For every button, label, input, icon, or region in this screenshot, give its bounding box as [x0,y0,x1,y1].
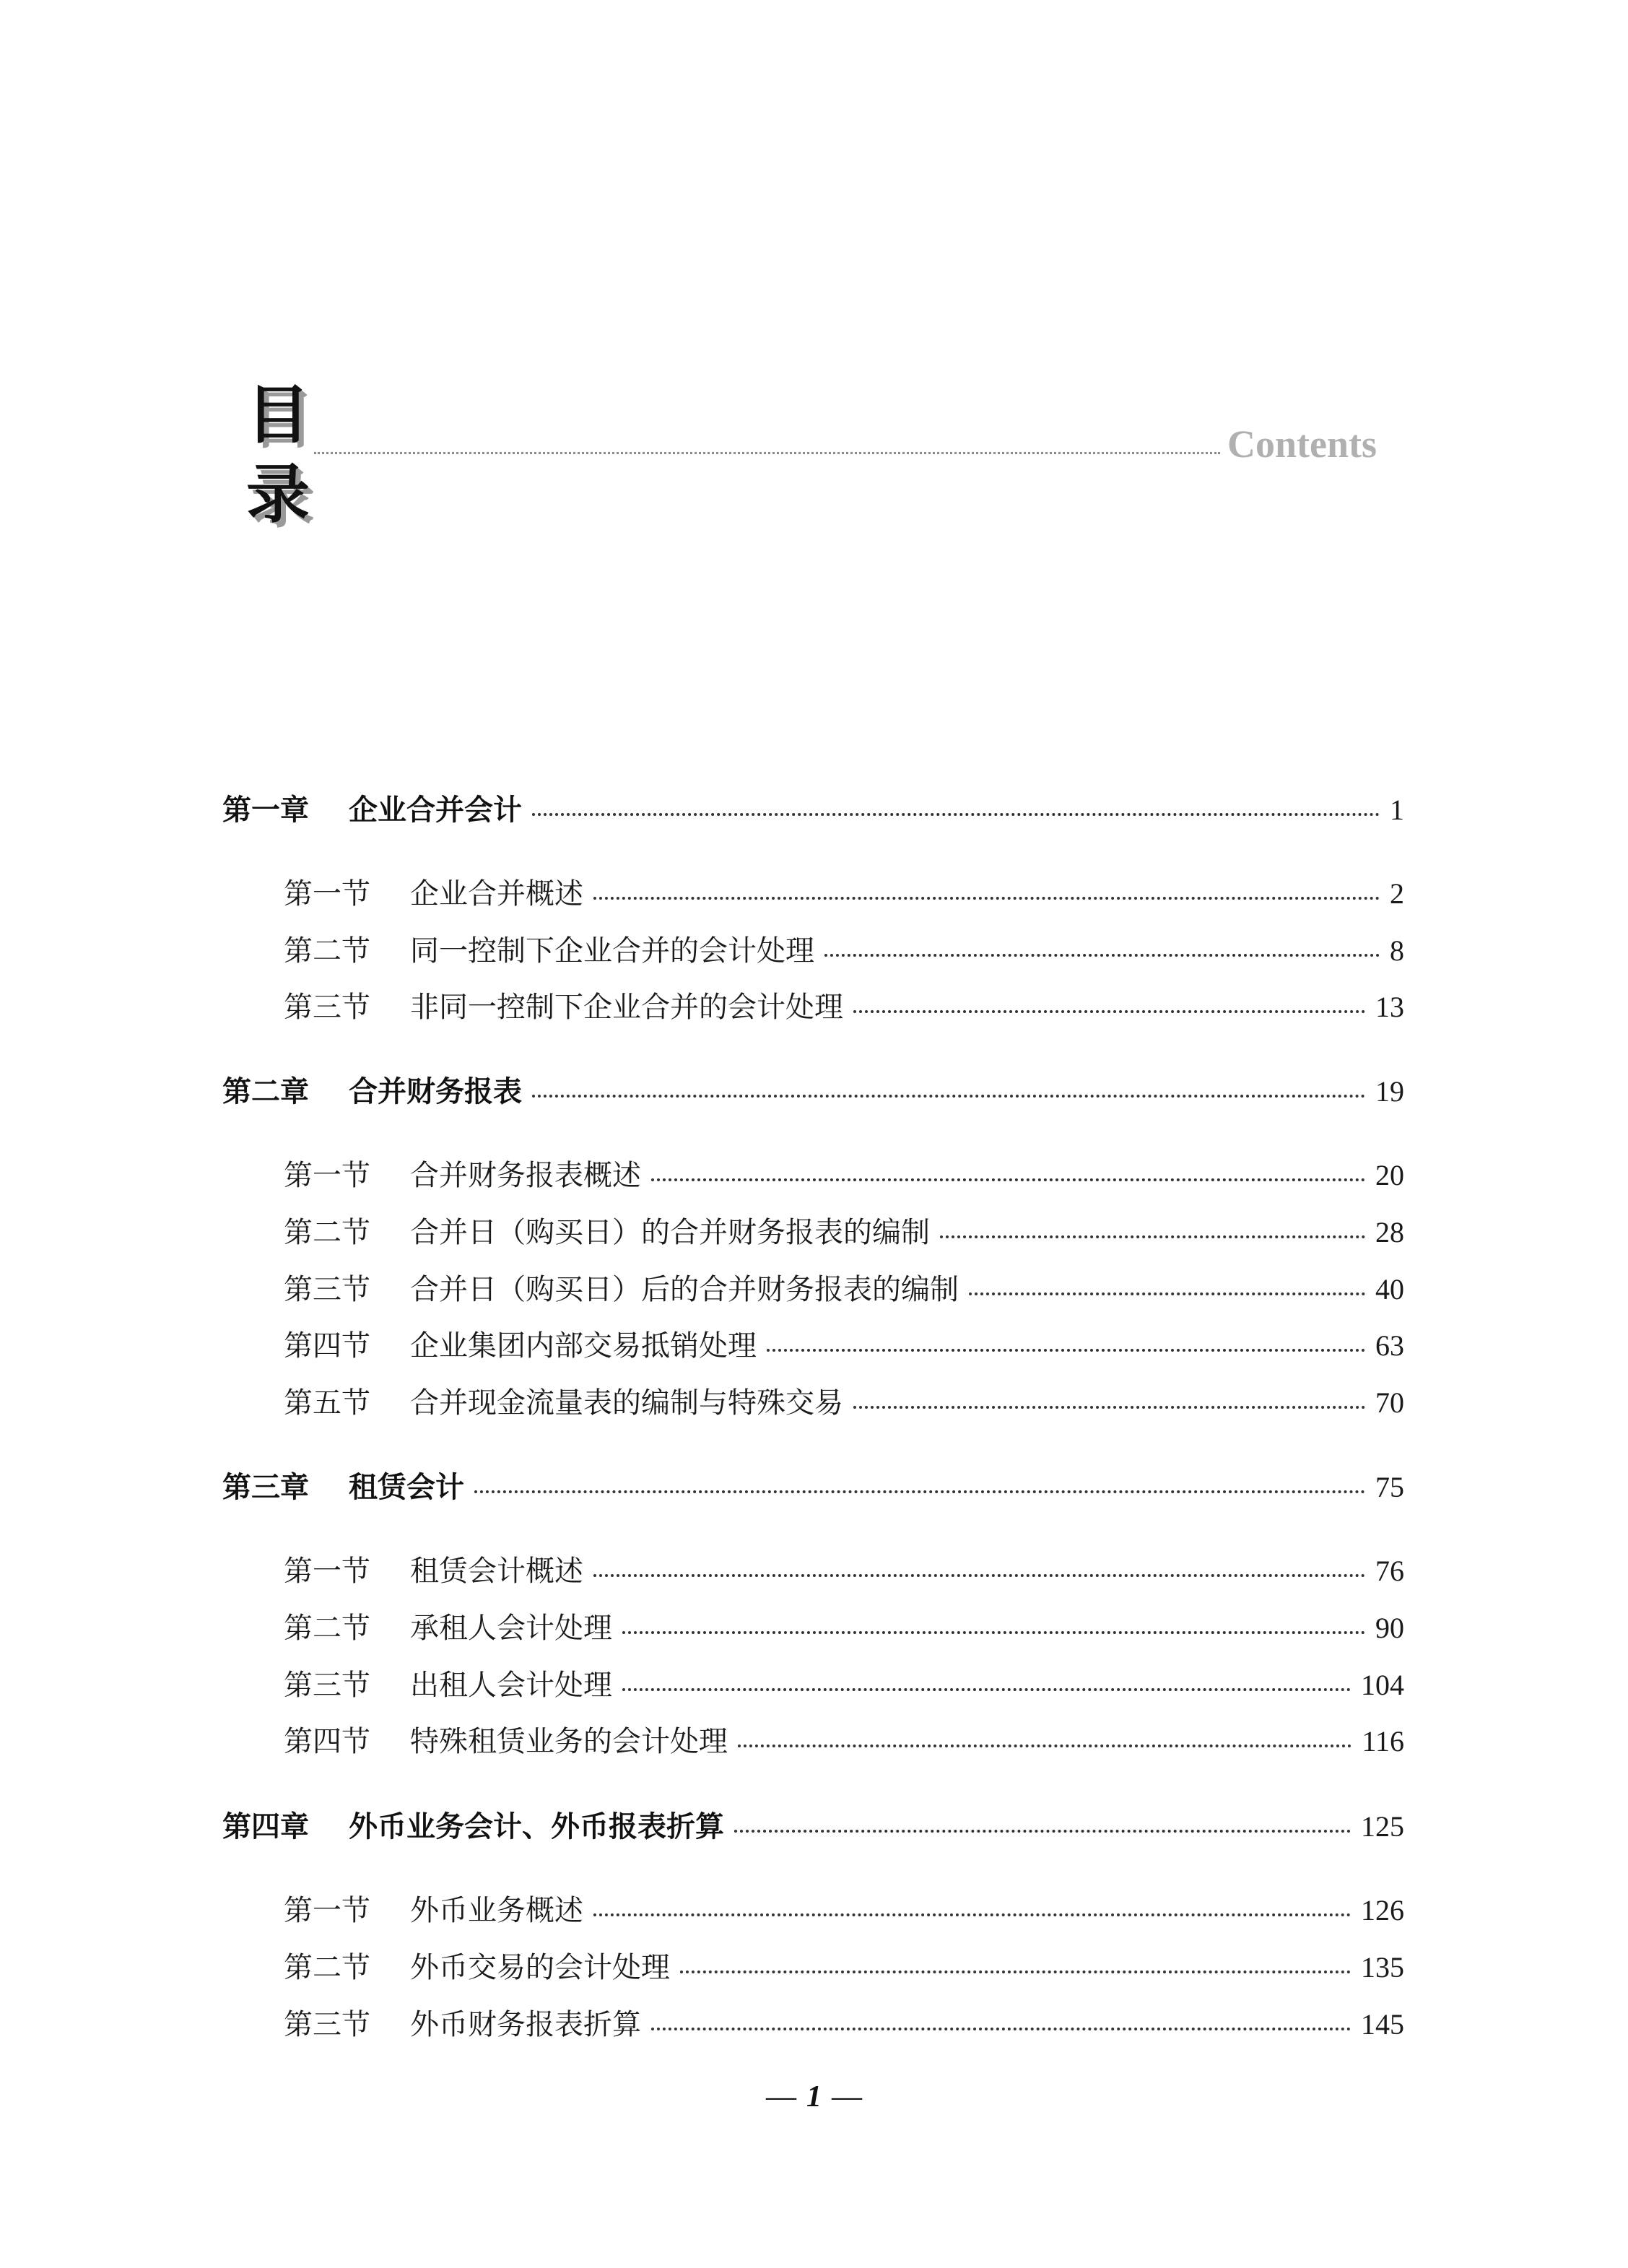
title-dotted-rule [314,452,1220,454]
toc-entry-title: 租赁会计 [349,1471,464,1504]
toc-entry-label: 第一章 [222,794,309,827]
toc-page-number: 116 [1362,1725,1404,1758]
toc-entry-title: 外币业务概述 [410,1894,583,1927]
footer-dash-left: — [766,2080,796,2113]
toc-section-row[interactable] [0,1324,1628,1368]
toc-entry-label: 第三节 [284,991,370,1024]
toc-entry-label: 第一节 [284,1555,370,1588]
toc-chapter-row[interactable] [0,788,1628,832]
toc-dot-leader [853,1010,1365,1013]
toc-entry-title: 出租人会计处理 [410,1669,612,1702]
toc-entry-label: 第二节 [284,1216,370,1249]
footer-dash-right: — [832,2080,862,2113]
toc-page-number: 76 [1375,1555,1404,1587]
title-char-lu: 录 [245,457,310,531]
toc-entry-title: 合并日（购买日）后的合并财务报表的编制 [410,1273,959,1306]
toc-entry-label: 第三节 [284,1669,370,1702]
toc-page-number: 28 [1375,1216,1404,1248]
toc-entry-title: 合并日（购买日）的合并财务报表的编制 [410,1216,930,1249]
toc-entry-title: 合并财务报表 [349,1075,522,1108]
toc-entry-title: 外币交易的会计处理 [410,1951,670,1984]
toc-section-row[interactable] [0,1268,1628,1311]
toc-entry-title: 承租人会计处理 [410,1612,612,1645]
toc-dot-leader [532,1095,1365,1098]
toc-dot-leader [651,1178,1365,1181]
toc-page-number: 20 [1375,1159,1404,1191]
toc-page-number: 70 [1375,1386,1404,1419]
toc-dot-leader [853,1406,1365,1409]
toc-entry-label: 第一节 [284,877,370,911]
toc-section-row[interactable] [0,1664,1628,1707]
toc-dot-leader [680,1971,1351,1973]
toc-dot-leader [593,1913,1351,1916]
toc-page-number: 135 [1361,1951,1404,1984]
toc-chapter-row[interactable] [0,1070,1628,1113]
toc-dot-leader [767,1349,1365,1352]
toc-entry-title: 同一控制下企业合并的会计处理 [410,934,814,968]
toc-entry-title: 合并财务报表概述 [410,1159,641,1192]
toc-chapter-row[interactable] [0,1805,1628,1848]
toc-section-row[interactable] [0,1154,1628,1197]
toc-dot-leader [824,954,1380,957]
toc-dot-leader [474,1490,1365,1493]
toc-page-number: 2 [1390,877,1404,910]
toc-dot-leader [651,2028,1351,2030]
toc-section-row[interactable] [0,1381,1628,1425]
toc-dot-leader [593,897,1380,900]
toc-dot-leader [940,1235,1365,1238]
toc-dot-leader [622,1688,1351,1691]
toc-entry-label: 第三节 [284,1273,370,1306]
toc-entry-label: 第五节 [284,1386,370,1420]
toc-section-row[interactable] [0,1550,1628,1593]
toc-dot-leader [532,813,1380,816]
toc-entry-title: 外币财务报表折算 [410,2008,641,2041]
toc-entry-label: 第三章 [222,1471,309,1504]
toc-entry-title: 企业集团内部交易抵销处理 [410,1329,757,1363]
toc-page-number: 40 [1375,1273,1404,1305]
toc-page-number: 125 [1361,1810,1404,1843]
toc-dot-leader [969,1292,1365,1295]
toc-entry-label: 第一节 [284,1894,370,1927]
toc-entry-title: 合并现金流量表的编制与特殊交易 [410,1386,843,1420]
toc-page-number: 90 [1375,1612,1404,1644]
title-char-mu: 目 [245,378,310,452]
toc-entry-title: 企业合并会计 [349,794,522,827]
toc-page-number: 63 [1375,1329,1404,1362]
toc-page-number: 8 [1390,934,1404,967]
toc-entry-label: 第四节 [284,1725,370,1758]
toc-section-row[interactable] [0,2003,1628,2046]
toc-page-number: 75 [1375,1471,1404,1503]
toc-dot-leader [738,1745,1351,1747]
toc-dot-leader [734,1830,1351,1833]
toc-dot-leader [622,1631,1365,1634]
toc-section-row[interactable] [0,1720,1628,1763]
toc-page-number: 13 [1375,991,1404,1023]
toc-dot-leader [593,1574,1365,1577]
toc-entry-label: 第二节 [284,1951,370,1984]
toc-entry-title: 租赁会计概述 [410,1555,583,1588]
toc-section-row[interactable] [0,1946,1628,1989]
toc-entry-label: 第四节 [284,1329,370,1363]
toc-entry-title: 企业合并概述 [410,877,583,911]
toc-entry-label: 第二节 [284,1612,370,1645]
toc-entry-label: 第二节 [284,934,370,968]
toc-entry-label: 第三节 [284,2008,370,2041]
toc-section-row[interactable] [0,1211,1628,1254]
toc-entry-title: 特殊租赁业务的会计处理 [410,1725,728,1758]
toc-page-number: 19 [1375,1075,1404,1108]
toc-page-number: 104 [1361,1669,1404,1701]
toc-section-row[interactable] [0,929,1628,973]
toc-entry-title: 非同一控制下企业合并的会计处理 [410,991,843,1024]
page-footer [0,2080,1628,2114]
toc-entry-title: 外币业务会计、外币报表折算 [349,1810,724,1843]
toc-entry-label: 第二章 [222,1075,309,1108]
toc-page-number: 145 [1361,2008,1404,2041]
toc-section-row[interactable] [0,872,1628,916]
toc-section-row[interactable] [0,986,1628,1029]
toc-page-number: 126 [1361,1894,1404,1926]
toc-page-number: 1 [1390,794,1404,826]
toc-chapter-row[interactable] [0,1466,1628,1509]
contents-label: Contents [1227,422,1377,466]
toc-section-row[interactable] [0,1607,1628,1650]
toc-section-row[interactable] [0,1889,1628,1932]
toc-entry-label: 第四章 [222,1810,309,1843]
footer-page-number: 1 [806,2080,822,2113]
toc-entry-label: 第一节 [284,1159,370,1192]
